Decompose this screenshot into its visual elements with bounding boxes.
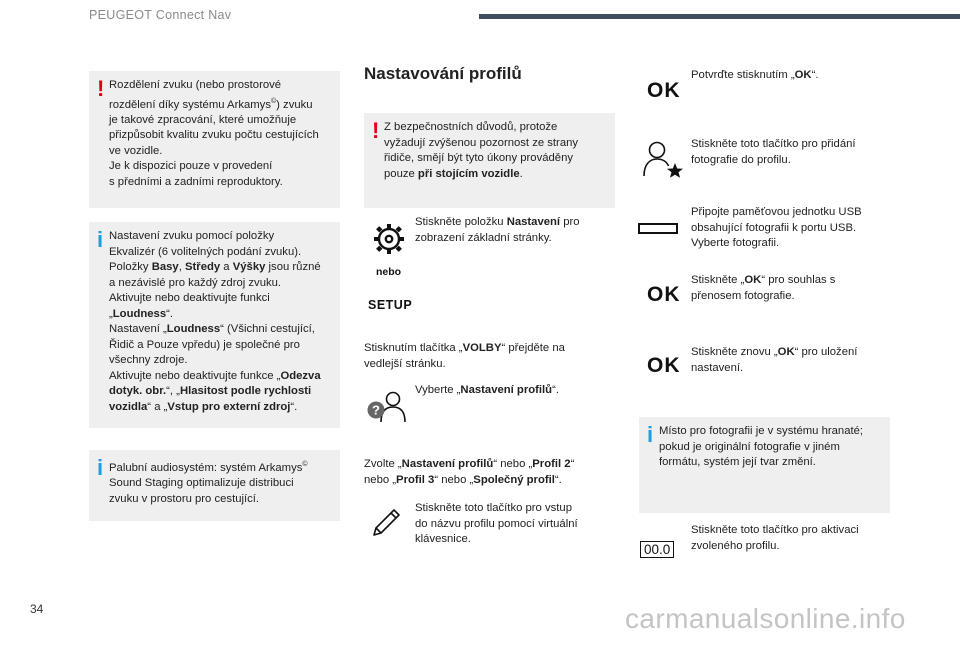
step-edit-name: Stiskněte toto tlačítko pro vstup do názvu profilu pomocí virtuální klávesnice. — [415, 502, 578, 545]
step-activate-profile: Stiskněte toto tlačítko pro aktivaci zvoleného profilu. — [691, 524, 859, 552]
note-text: Nastavení zvuku pomocí položky Ekvalizér (6 volitelných podání zvuku). Položky Basy, Středy a Výšky jsou různé a nezávislé pro každý zdroj zvuku. Aktivujte nebo deaktivujte funkci „Loudness“. Nastavení „Loudness“ (Všichni cestující, Řidič a Pouze vpředu) je společné pro všechny zdroje. Aktivujte nebo deaktivujte funkce „Odezva dotyk. obr.“, „Hlasitost podle rychlosti vozidla“ a „Vstup pro externí zdroj“. — [109, 230, 321, 413]
svg-text:?: ? — [372, 402, 380, 418]
ok-button-icon: OK — [647, 283, 681, 306]
setup-button-icon: SETUP — [368, 298, 413, 312]
info-icon: i — [97, 227, 104, 252]
info-note-equalizer — [89, 222, 340, 428]
para-options: Stisknutím tlačítka „VOLBY“ přejděte na vedlejší stránku. — [364, 342, 565, 370]
note-text: Místo pro fotografii je v systému hranaté; pokud je originální fotografie v jiném formátu, systém její tvar změní. — [659, 425, 864, 468]
step-settings: Stiskněte položku Nastavení pro zobrazení základní stránky. — [415, 216, 580, 244]
pencil-icon — [368, 505, 404, 541]
or-label: nebo — [376, 266, 402, 278]
section-title: Nastavování profilů — [364, 64, 522, 83]
info-icon: i — [647, 422, 654, 447]
note-text: Z bezpečnostních důvodů, protože vyžadují zvýšenou pozornost ze strany řidiče, smějí být tyto úkony prováděny pouze při stojícím vozidle. — [384, 121, 579, 180]
step-usb: Připojte paměťovou jednotku USB obsahující fotografii k portu USB. Vyberte fotografii. — [691, 206, 862, 249]
ok-button-icon: OK — [647, 354, 681, 377]
gear-icon — [372, 222, 406, 256]
warning-note-sound-distribution — [89, 71, 340, 208]
ok-button-icon: OK — [647, 79, 681, 102]
profile-help-icon — [366, 388, 408, 424]
note-text: Rozdělení zvuku (nebo prostorové rozdělení díky systému Arkamys©) zvuku je takové zpracování, které umožňuje přizpůsobit kvalitu zvuku počtu cestujících ve vozidle. Je k dispozici pouze v provedení s předními a zadními reproduktory. — [109, 79, 319, 188]
step-save: Stiskněte znovu „OK“ pro uložení nastavení. — [691, 346, 858, 374]
info-icon: i — [97, 455, 104, 480]
step-select-profiles: Vyberte „Nastavení profilů“. — [415, 384, 559, 396]
warning-note-safety — [364, 113, 615, 208]
info-note-photo-format — [639, 417, 890, 513]
info-note-arkamys — [89, 450, 340, 521]
note-text: Palubní audiosystém: systém Arkamys© Sound Staging optimalizuje distribuci zvuku v prostoru pro cestující. — [109, 461, 308, 505]
watermark: carmanualsonline.info — [625, 603, 906, 634]
running-header: PEUGEOT Connect Nav — [89, 8, 232, 22]
step-confirm-ok: Potvrďte stisknutím „OK“. — [691, 69, 819, 81]
step-add-photo: Stiskněte toto tlačítko pro přidání fotografie do profilu. — [691, 138, 856, 166]
warning-icon: ! — [372, 118, 380, 143]
page-number: 34 — [30, 602, 44, 616]
para-choose-profile: Zvolte „Nastavení profilů“ nebo „Profil 2“ nebo „Profil 3“ nebo „Společný profil“. — [364, 458, 575, 486]
profile-activate-icon: 00.0 — [640, 541, 674, 558]
warning-icon: ! — [97, 76, 105, 101]
add-photo-user-icon — [640, 138, 686, 178]
header-bar — [479, 14, 960, 19]
step-accept-transfer: Stiskněte „OK“ pro souhlas s přenosem fotografie. — [691, 274, 836, 302]
usb-drive-icon — [638, 223, 678, 234]
